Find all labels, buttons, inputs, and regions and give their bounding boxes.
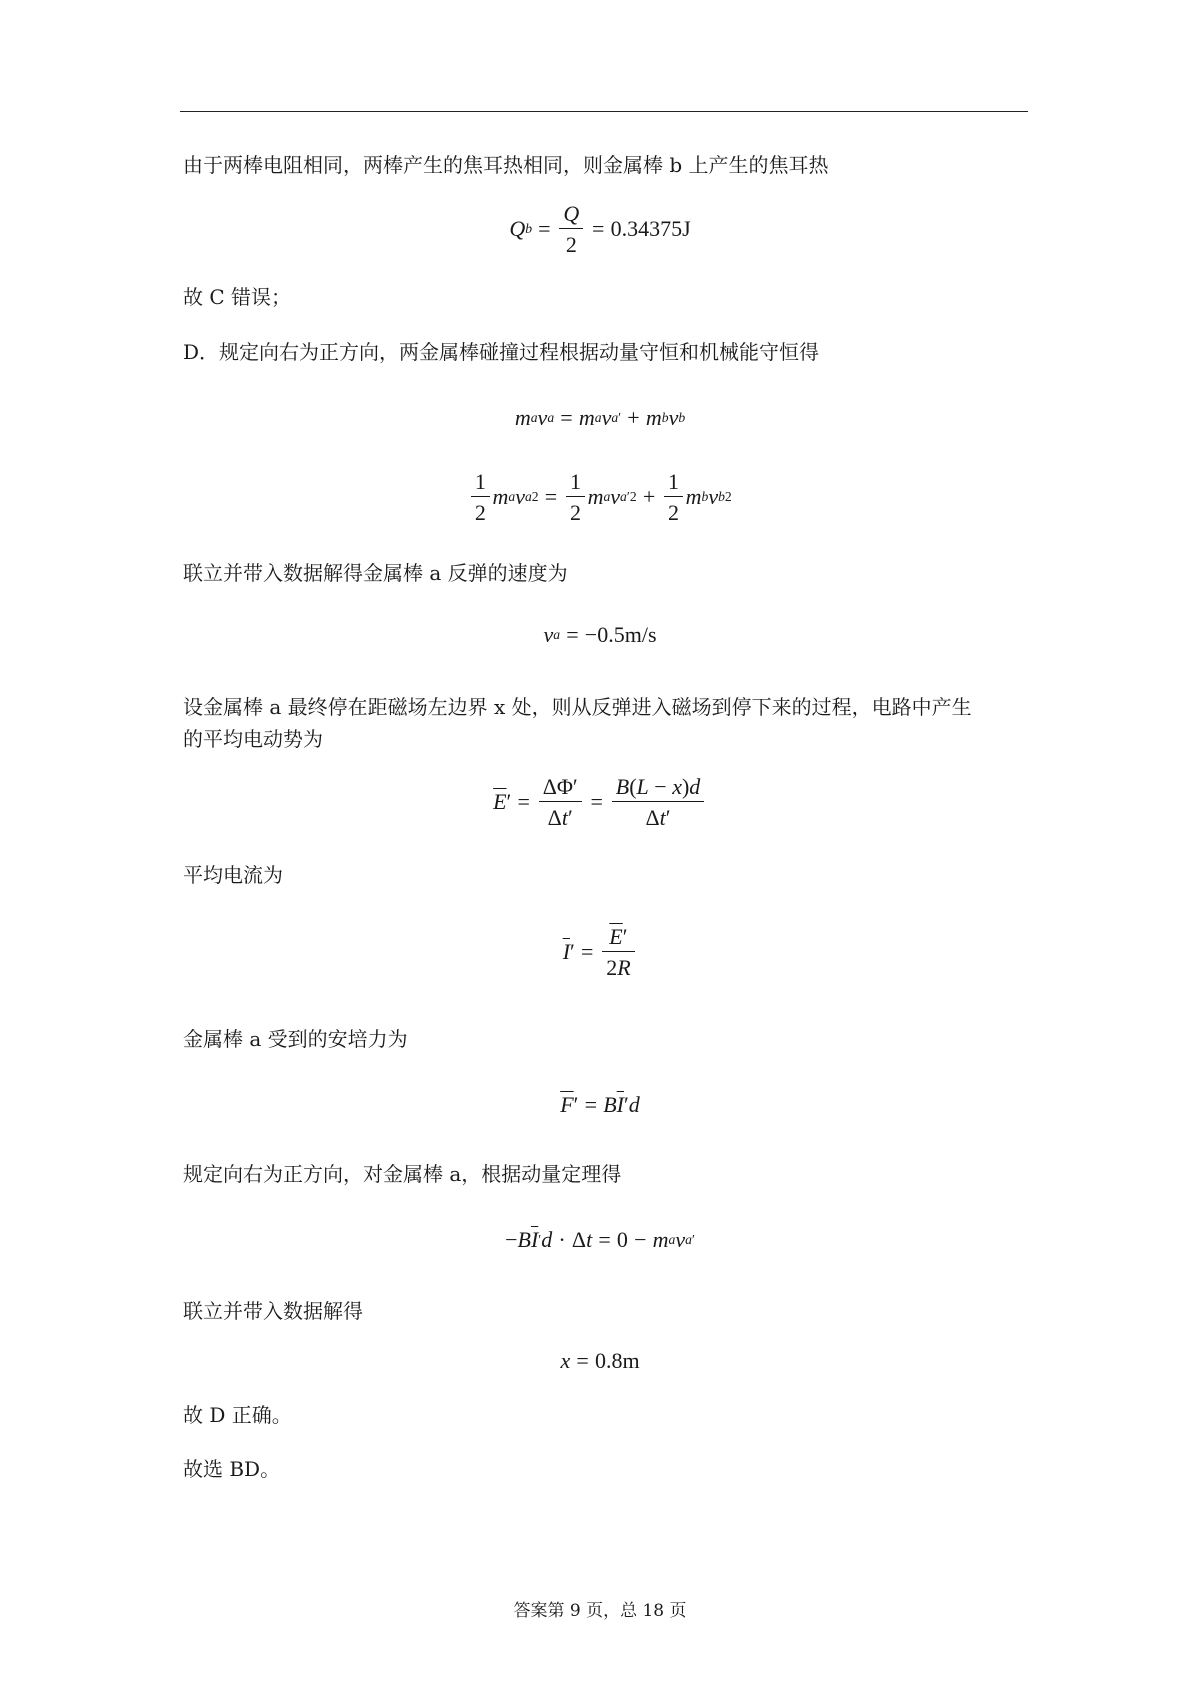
text-p4: 联立并带入数据解得金属棒 a 反弹的速度为	[183, 561, 568, 585]
equation-emf: $\overline{E}$ ′ = $\frac{\Delta\Phi'}{\Delta t'}$ = $\frac{B(L - x)d}{\Delta t'}$	[0, 775, 1200, 829]
text-p5b: 的平均电动势为	[183, 727, 323, 751]
equation-impulse: − B $\overline{I}$ ′ d · Δ t = 0 − m a v a ′	[505, 1227, 695, 1252]
value-va: 0.5m/s	[597, 622, 657, 647]
text-p11: 故选 BD。	[183, 1457, 281, 1481]
equation-force: $\overline{F}$ ′ = B $\overline{I}$ ′ d	[560, 1092, 640, 1117]
text-p7: 金属棒 a 受到的安培力为	[183, 1027, 408, 1051]
equation-current: $\overline{I}$ ′ = $\frac{\overline{E}'}{2R}$	[0, 925, 1200, 979]
equation-qb: Q b = $\frac{Q}{2}$ = 0.34375J	[509, 201, 691, 258]
text-p3: D．规定向右为正方向，两金属棒碰撞过程根据动量守恒和机械能守恒得	[183, 340, 820, 364]
text-p1: 由于两棒电阻相同，两棒产生的焦耳热相同，则金属棒 b 上产生的焦耳热	[183, 153, 829, 177]
text-p2: 故 C 错误；	[183, 285, 292, 309]
equation-energy: $\frac{1}{2}$ m a v a 2 = $\frac{1}{2}$ m a v a ′2 + $\frac{1}{2}$ m b v b 2	[0, 470, 1200, 524]
text-p8: 规定向右为正方向，对金属棒 a，根据动量定理得	[183, 1162, 622, 1186]
value-qb: 0.34375J	[610, 216, 691, 242]
value-x: 0.8m	[594, 1348, 640, 1373]
text-p6: 平均电流为	[183, 863, 283, 887]
equation-momentum: m a v a = m a v a ′ + m b v b	[514, 405, 686, 430]
text-p10: 故 D 正确。	[183, 1403, 292, 1427]
text-p9: 联立并带入数据解得	[183, 1299, 363, 1323]
text-p5a: 设金属棒 a 最终停在距磁场左边界 x 处，则从反弹进入磁场到停下来的过程，电路中产生	[183, 695, 972, 719]
equation-x: x = 0.8m	[560, 1348, 640, 1373]
equation-va: v a = − 0.5m/s	[543, 622, 657, 647]
page-footer: 答案第 9 页，总 18 页	[513, 1601, 687, 1621]
header-rule	[180, 111, 1028, 112]
